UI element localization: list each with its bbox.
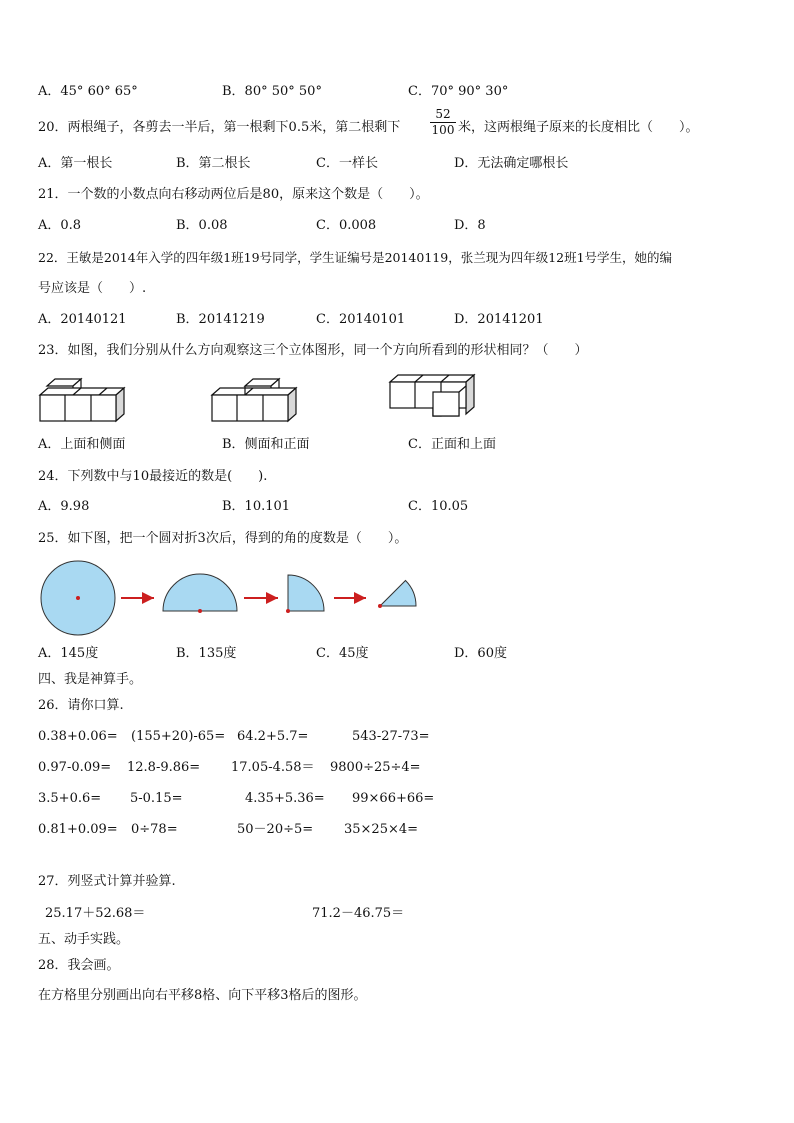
q25-text: 25．如下图，把一个圆对折3次后，得到的角的度数是（ ）。 (38, 531, 408, 546)
q24-text: 24．下列数中与10最接近的数是( ). (38, 469, 268, 484)
calc-item: (155+20)-65= (131, 729, 226, 744)
calc-item: 50－20÷5= (237, 822, 314, 837)
q24-option-b[interactable]: B．10.101 (222, 499, 291, 514)
calc-item: 0.97-0.09= (38, 760, 112, 775)
q26-text: 26．请你口算. (38, 698, 124, 713)
q20-text-b: 米，这两根绳子原来的长度相比（ ）。 (458, 120, 699, 135)
section-5-heading: 五、动手实践。 (38, 932, 130, 947)
fraction-numerator: 52 (435, 107, 451, 121)
q21-text: 21．一个数的小数点向右移动两位后是80，原来这个数是（ ）。 (38, 187, 429, 202)
q21-option-c[interactable]: C．0.008 (316, 218, 377, 233)
q23-option-a[interactable]: A．上面和侧面 (38, 437, 126, 452)
q19-option-c[interactable]: C．70° 90° 30° (408, 84, 509, 99)
q21-option-a[interactable]: A．0.8 (38, 218, 82, 233)
calc-item: 17.05-4.58＝ (231, 760, 315, 775)
q25-option-d[interactable]: D．60度 (454, 646, 507, 661)
calc-item: 0.38+0.06= (38, 729, 118, 744)
q27-text: 27．列竖式计算并验算. (38, 874, 176, 889)
calc-item: 12.8-9.86= (127, 760, 201, 775)
q23-option-b[interactable]: B．侧面和正面 (222, 437, 310, 452)
q28-text: 28．我会画。 (38, 958, 120, 973)
q20-text-a: 20．两根绳子，各剪去一半后，第一根剩下0.5米，第二根剩下 (38, 120, 401, 135)
section-4-heading: 四、我是神算手。 (38, 672, 143, 687)
q28-instruction: 在方格里分别画出向右平移8格、向下平移3格后的图形。 (38, 988, 367, 1003)
q22-text-line2: 号应该是（ ）. (38, 281, 147, 296)
calc-item: 0÷78= (131, 822, 178, 837)
q20-option-d[interactable]: D．无法确定哪根长 (454, 156, 569, 171)
calc-item: 9800÷25÷4= (330, 760, 421, 775)
cube-figure-1 (38, 374, 134, 424)
eighth-circle (380, 581, 416, 607)
q23-text: 23．如图，我们分别从什么方向观察这三个立体图形，同一个方向所看到的形状相同？（ ） (38, 343, 588, 358)
q20-option-b[interactable]: B．第二根长 (176, 156, 251, 171)
quarter-circle (288, 575, 324, 611)
q21-option-d[interactable]: D．8 (454, 218, 486, 233)
half-circle (163, 574, 237, 611)
calc-item: 35×25×4= (344, 822, 419, 837)
q19-option-b[interactable]: B．80° 50° 50° (222, 84, 322, 99)
calc-item: 99×66+66= (352, 791, 435, 806)
fraction-denominator: 100 (431, 123, 455, 137)
q20-fraction (430, 108, 456, 137)
q25-option-b[interactable]: B．135度 (176, 646, 237, 661)
cube-figure-2 (210, 374, 306, 424)
q25-option-a[interactable]: A．145度 (38, 646, 99, 661)
q22-text-line1: 22．王敏是2014年入学的四年级1班19号同学，学生证编号是20140119，张兰现为四年级12班1号学生，她的编 (38, 250, 673, 265)
q27-item-1: 25.17＋52.68＝ (45, 906, 146, 921)
calc-item: 4.35+5.36= (245, 791, 325, 806)
calc-item: 0.81+0.09= (38, 822, 118, 837)
q23-option-c[interactable]: C．正面和上面 (408, 437, 496, 452)
calc-item: 543-27-73= (352, 729, 430, 744)
q21-option-b[interactable]: B．0.08 (176, 218, 228, 233)
q22-option-b[interactable]: B．20141219 (176, 312, 265, 327)
q20-option-a[interactable]: A．第一根长 (38, 156, 113, 171)
q27-item-2: 71.2－46.75＝ (312, 906, 405, 921)
q24-option-c[interactable]: C．10.05 (408, 499, 469, 514)
q24-option-a[interactable]: A．9.98 (38, 499, 90, 514)
circle-folding-diagram (36, 564, 426, 636)
q19-option-a[interactable]: A．45° 60° 65° (38, 84, 138, 99)
calc-item: 64.2+5.7= (237, 729, 309, 744)
q22-option-d[interactable]: D．20141201 (454, 312, 544, 327)
q22-option-a[interactable]: A．20140121 (38, 312, 127, 327)
calc-item: 3.5+0.6= (38, 791, 102, 806)
q25-option-c[interactable]: C．45度 (316, 646, 369, 661)
q20-option-c[interactable]: C．一样长 (316, 156, 378, 171)
q22-option-c[interactable]: C．20140101 (316, 312, 406, 327)
cube-figure-3 (388, 372, 484, 422)
calc-item: 5-0.15= (130, 791, 183, 806)
